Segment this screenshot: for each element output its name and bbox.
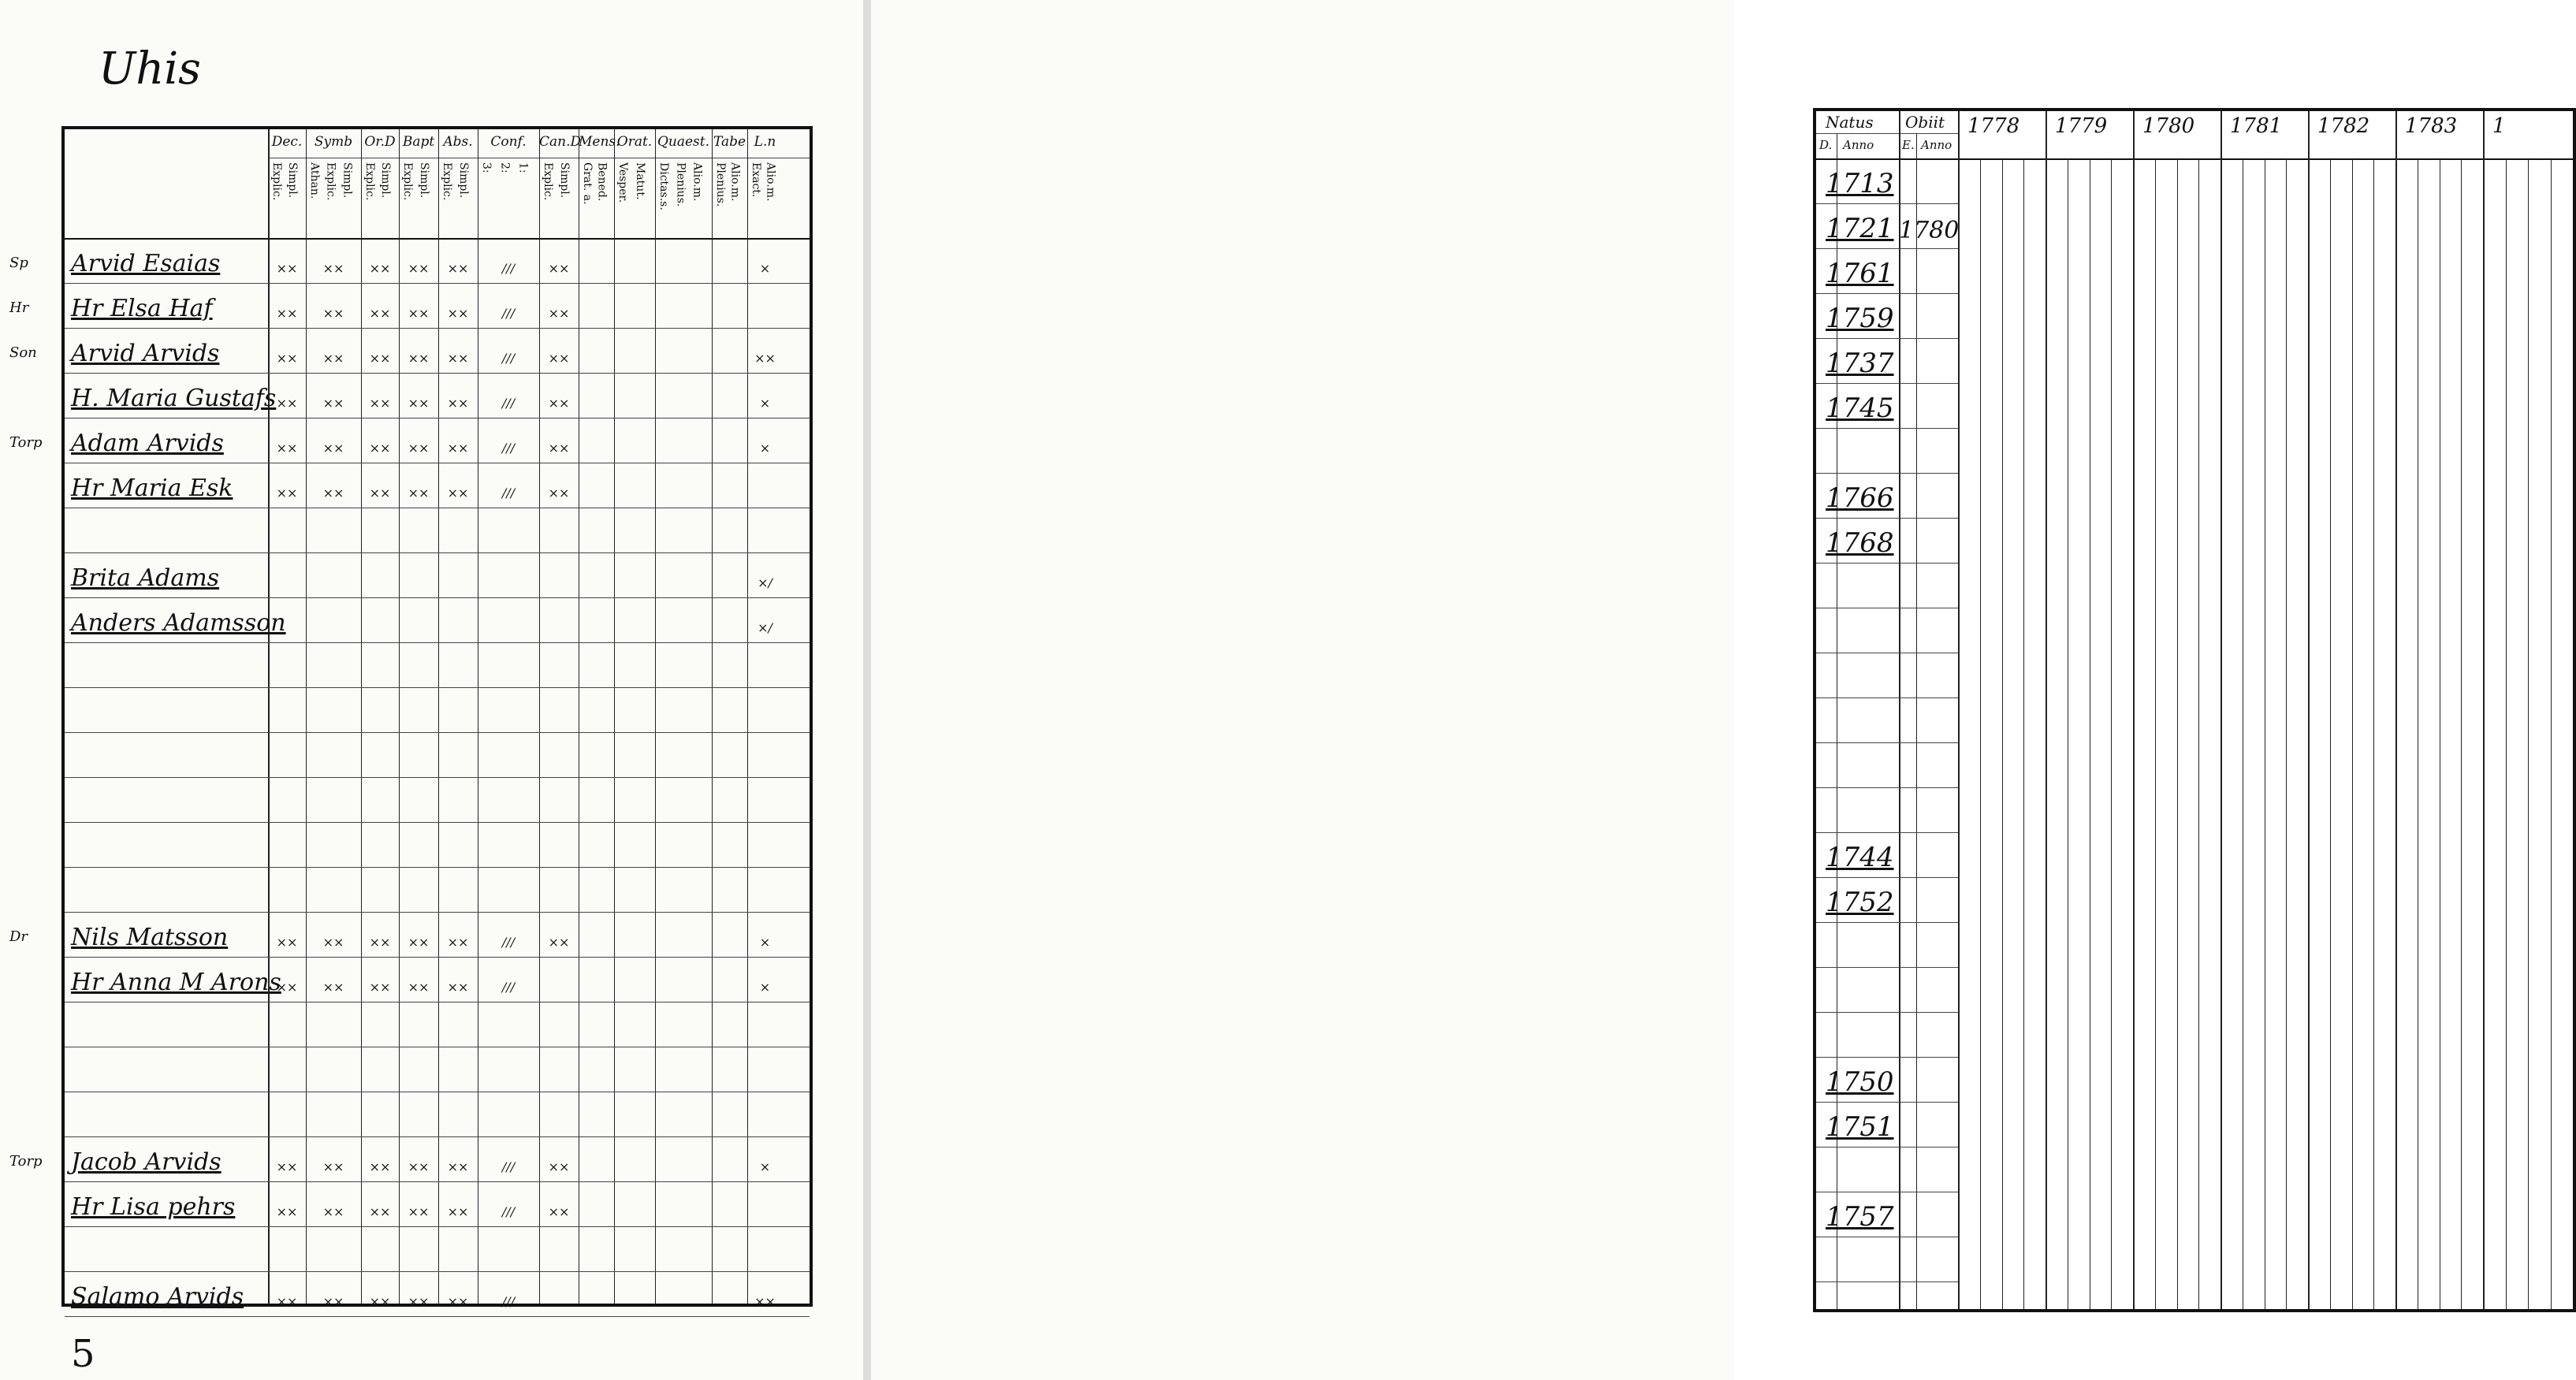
column-subheader: Explic. (401, 162, 414, 201)
year-column-header: 1778 (1967, 114, 2020, 138)
exam-mark: ×× (408, 1204, 430, 1219)
exam-mark: ×× (548, 1159, 570, 1174)
column-header: Orat. (616, 134, 653, 150)
row-rule (65, 957, 810, 958)
column-header: Dec. (271, 134, 303, 150)
obiit-sub-divider (1916, 133, 1917, 1309)
birth-year: 1752 (1826, 887, 1894, 918)
year-sub-divider (2506, 158, 2507, 1309)
entry-name: Adam Arvids (71, 430, 224, 457)
exam-mark: × (759, 935, 771, 950)
exam-mark: ×× (408, 306, 430, 321)
row-rule (65, 552, 810, 553)
row-rule (1816, 1281, 1958, 1282)
row-rule (1816, 383, 1958, 384)
exam-mark: ×× (276, 485, 298, 500)
column-header: Quaest. (657, 134, 710, 150)
exam-mark: ×× (447, 980, 469, 995)
exam-mark: ×× (548, 441, 570, 456)
entry-name: Nils Matsson (71, 924, 229, 951)
column-subheader: Vesper. (616, 162, 629, 203)
row-rule (1816, 742, 1958, 743)
birth-communion-table (1813, 108, 2576, 1312)
birth-year: 1745 (1826, 392, 1894, 424)
exam-mark: ×× (754, 351, 776, 366)
column-divider (747, 129, 748, 1304)
entry-role: Torp (9, 434, 43, 451)
exam-mark: ×× (276, 261, 298, 276)
birth-year: 1759 (1826, 303, 1894, 334)
year-sub-divider (2111, 158, 2112, 1309)
exam-mark: ×× (322, 261, 344, 276)
row-rule (1816, 338, 1958, 339)
exam-mark: ×× (369, 935, 391, 950)
exam-mark: ×× (276, 1204, 298, 1219)
entry-name: Hr Maria Esk (71, 474, 233, 502)
exam-mark: ×× (548, 396, 570, 411)
exam-mark: ×× (447, 351, 469, 366)
year-sub-divider (2330, 158, 2331, 1309)
exam-mark: ×× (447, 261, 469, 276)
column-subheader: 1: (516, 162, 530, 173)
row-rule (1816, 1102, 1958, 1103)
entry-name: Hr Lisa pehrs (71, 1193, 236, 1221)
exam-mark: ×× (408, 980, 430, 995)
exam-mark: ×/ (758, 620, 772, 635)
exam-mark: ×× (447, 935, 469, 950)
book-gutter (863, 0, 871, 1380)
column-subheader: Simpl. (418, 162, 430, 199)
header-divider (1816, 133, 1958, 134)
entry-role: Sp (9, 255, 28, 271)
birth-year: 1757 (1826, 1201, 1894, 1233)
exam-mark: ×× (322, 441, 344, 456)
row-rule (65, 1316, 810, 1317)
row-rule (1816, 1012, 1958, 1013)
year-column-header: 1783 (2405, 114, 2458, 138)
exam-mark: /// (501, 1204, 516, 1219)
row-rule (1816, 832, 1958, 833)
village-heading: Uhis (99, 43, 201, 95)
column-header: Or.D (364, 134, 396, 150)
entry-role: Son (9, 344, 37, 361)
column-header: Can.D (539, 134, 582, 150)
year-divider (2133, 111, 2135, 1309)
exam-mark: ×× (408, 351, 430, 366)
year-column-header: 1781 (2230, 114, 2283, 138)
exam-mark: /// (501, 1159, 516, 1174)
exam-mark: ×× (322, 935, 344, 950)
death-year: 1780 (1899, 217, 1960, 244)
row-rule (65, 642, 810, 643)
column-subheader: Dictas.s. (657, 162, 670, 210)
exam-mark: ×× (369, 1204, 391, 1219)
year-divider (2220, 111, 2222, 1309)
exam-mark: ×× (408, 261, 430, 276)
row-rule (65, 867, 810, 868)
year-sub-divider (2286, 158, 2287, 1309)
exam-mark: /// (501, 441, 516, 456)
exam-mark: /// (501, 261, 516, 276)
column-subheader: Explic. (324, 162, 337, 201)
column-subheader: Alio.m. (764, 162, 777, 202)
exam-mark: ×× (369, 1159, 391, 1174)
entry-name: Jacob Arvids (71, 1148, 221, 1176)
column-subheader: Matut. (634, 162, 646, 200)
exam-mark: ×× (447, 396, 469, 411)
entry-name: Hr Elsa Haf (71, 295, 213, 322)
year-divider (2046, 111, 2047, 1309)
column-subheader: Simpl. (379, 162, 392, 199)
exam-mark: ×× (276, 351, 298, 366)
column-subheader: Explic. (270, 162, 283, 201)
column-subheader: Alio.m. (728, 162, 742, 202)
exam-mark: ×× (322, 396, 344, 411)
column-divider (655, 129, 656, 1304)
row-rule (65, 687, 810, 688)
exam-mark: ×× (754, 1294, 776, 1309)
exam-mark: ×× (447, 441, 469, 456)
exam-mark: ×× (369, 1294, 391, 1309)
entry-role: Torp (9, 1153, 43, 1170)
exam-mark: ×× (408, 396, 430, 411)
year-sub-divider (2023, 158, 2024, 1309)
column-subheader: Simpl. (558, 162, 571, 199)
row-rule (65, 1136, 810, 1137)
birth-year: 1737 (1826, 348, 1894, 379)
row-rule (1816, 787, 1958, 788)
entry-name: Anders Adamsson (71, 609, 286, 637)
exam-mark: ×× (408, 441, 430, 456)
column-header: L.n (754, 134, 776, 150)
birth-year: 1750 (1826, 1066, 1894, 1098)
entry-name: Arvid Arvids (71, 340, 220, 367)
row-rule (65, 912, 810, 913)
exam-mark: ×× (276, 396, 298, 411)
exam-mark: ×× (408, 935, 430, 950)
year-sub-divider (2373, 158, 2374, 1309)
year-sub-divider (2177, 158, 2178, 1309)
exam-mark: ×× (322, 980, 344, 995)
exam-mark: ×× (548, 351, 570, 366)
entry-name: H. Maria Gustafs (71, 385, 277, 412)
exam-mark: ×× (276, 306, 298, 321)
row-rule (65, 283, 810, 284)
year-column-header: 1779 (2055, 114, 2108, 138)
entry-name: Brita Adams (71, 564, 220, 592)
exam-mark: ×× (369, 441, 391, 456)
exam-mark: ×× (408, 1159, 430, 1174)
catechism-examination-table (9, 126, 813, 1311)
exam-mark: /// (501, 396, 516, 411)
year-column-header: 1782 (2317, 114, 2370, 138)
exam-mark: ×× (369, 485, 391, 500)
exam-mark: ×/ (758, 575, 772, 590)
column-subheader: Grat. a. (581, 162, 594, 205)
exam-mark: × (759, 1159, 771, 1174)
exam-mark: ×× (322, 1159, 344, 1174)
entry-role: Dr (9, 928, 28, 945)
column-subheader: Bened. (595, 162, 609, 202)
column-subheader: Explic. (542, 162, 554, 201)
column-subheader: Exact. (750, 162, 762, 198)
page-number: 5 (71, 1332, 95, 1376)
exam-mark: /// (501, 935, 516, 950)
exam-mark: ×× (369, 980, 391, 995)
entry-role: Hr (9, 299, 29, 316)
entry-name: Arvid Esaias (71, 250, 221, 277)
row-rule (1816, 293, 1958, 294)
exam-mark: ×× (548, 261, 570, 276)
row-rule (1816, 563, 1958, 564)
exam-mark: ×× (369, 261, 391, 276)
row-rule (65, 1226, 810, 1227)
exam-mark: ×× (548, 306, 570, 321)
entry-name: Hr Anna M Arons (71, 969, 281, 996)
year-divider (2308, 111, 2310, 1309)
row-rule (1816, 1057, 1958, 1058)
natus-header: Natus (1826, 113, 1874, 132)
year-subheader: Anno (1921, 138, 1952, 152)
column-header: Conf. (490, 134, 527, 150)
row-rule (65, 1271, 810, 1272)
birth-year: 1744 (1826, 842, 1894, 873)
exam-mark: ×× (369, 351, 391, 366)
exam-mark: /// (501, 1294, 516, 1309)
column-subheader: Simpl. (341, 162, 354, 199)
row-rule (1816, 428, 1958, 429)
row-rule (1816, 967, 1958, 968)
row-rule (1816, 1147, 1958, 1148)
row-rule (1816, 922, 1958, 923)
row-rule (65, 732, 810, 733)
exam-mark: ×× (369, 396, 391, 411)
column-subheader: Alio.m. (691, 162, 704, 202)
column-header: Tabe (713, 134, 746, 150)
exam-mark: × (759, 980, 771, 995)
row-rule (1816, 473, 1958, 474)
column-divider (614, 129, 615, 1304)
birth-year: 1761 (1826, 258, 1894, 289)
year-column-header: 1780 (2142, 114, 2195, 138)
day-subheader: E. (1902, 138, 1915, 152)
year-sub-divider (2551, 158, 2552, 1309)
row-rule (65, 1181, 810, 1182)
exam-mark: /// (501, 980, 516, 995)
row-rule (65, 597, 810, 598)
exam-mark: × (759, 396, 771, 411)
row-rule (1816, 248, 1958, 249)
exam-mark: /// (501, 306, 516, 321)
entry-name: Salamo Arvids (71, 1283, 244, 1311)
exam-mark: × (759, 441, 771, 456)
row-rule (65, 777, 810, 778)
year-divider (2395, 111, 2397, 1309)
birth-year: 1751 (1826, 1111, 1894, 1143)
exam-mark: ×× (447, 1204, 469, 1219)
year-column-header: 1 (2492, 114, 2506, 138)
exam-mark: ×× (408, 1294, 430, 1309)
column-header: Abs. (443, 134, 473, 150)
column-header: Symb (314, 134, 353, 150)
year-sub-divider (2155, 158, 2156, 1309)
exam-mark: ×× (447, 306, 469, 321)
exam-mark: ×× (447, 1294, 469, 1309)
obiit-header: Obiit (1905, 113, 1945, 132)
header-bottom (1816, 158, 2573, 160)
exam-mark: ×× (369, 306, 391, 321)
exam-mark: /// (501, 351, 516, 366)
birth-year: 1768 (1826, 527, 1894, 559)
column-header: Mens. (579, 134, 620, 150)
exam-mark: ×× (322, 351, 344, 366)
exam-mark: × (759, 261, 771, 276)
birth-year: 1766 (1826, 482, 1894, 514)
column-subheader: Explic. (363, 162, 376, 201)
year-sub-divider (2528, 158, 2529, 1309)
exam-mark: ×× (322, 1294, 344, 1309)
exam-mark: ×× (408, 485, 430, 500)
row-rule (1816, 877, 1958, 878)
exam-mark: ×× (276, 935, 298, 950)
exam-mark: ×× (276, 980, 298, 995)
birth-year: 1713 (1826, 168, 1894, 199)
row-rule (65, 328, 810, 329)
left-register-page (0, 0, 865, 1380)
column-subheader: Athan. (308, 162, 321, 199)
year-sub-divider (2461, 158, 2462, 1309)
column-subheader: 3: (480, 162, 493, 173)
birth-year: 1721 (1826, 213, 1894, 244)
column-subheader: Explic. (441, 162, 453, 201)
year-subheader: Anno (1843, 138, 1874, 152)
row-rule (1816, 518, 1958, 519)
exam-mark: ×× (276, 1294, 298, 1309)
row-rule (65, 373, 810, 374)
year-sub-divider (2352, 158, 2353, 1309)
year-sub-divider (2002, 158, 2003, 1309)
column-header: Bapt (402, 134, 435, 150)
exam-mark: ×× (276, 1159, 298, 1174)
right-register-page (871, 0, 2506, 1380)
exam-mark: ×× (548, 935, 570, 950)
column-subheader: 2: (498, 162, 512, 173)
exam-mark: ×× (548, 485, 570, 500)
exam-mark: ×× (322, 306, 344, 321)
column-subheader: Simpl. (286, 162, 299, 199)
exam-mark: /// (501, 485, 516, 500)
column-subheader: Plenius. (674, 162, 687, 207)
exam-mark: ×× (447, 485, 469, 500)
year-divider (2483, 111, 2485, 1309)
natus-divider (1899, 111, 1900, 1309)
header-bottom (65, 238, 810, 240)
exam-mark: ×× (447, 1159, 469, 1174)
year-sub-divider (1980, 158, 1981, 1309)
exam-mark: ×× (548, 1204, 570, 1219)
row-rule (65, 822, 810, 823)
row-rule (1816, 203, 1958, 204)
day-subheader: D. (1819, 138, 1833, 152)
exam-mark: ×× (322, 485, 344, 500)
column-divider (712, 129, 713, 1304)
exam-mark: ×× (322, 1204, 344, 1219)
column-subheader: Plenius. (714, 162, 727, 207)
row-rule (1816, 697, 1958, 698)
exam-mark: ×× (276, 441, 298, 456)
year-sub-divider (2198, 158, 2199, 1309)
column-subheader: Simpl. (457, 162, 470, 199)
obiit-divider (1958, 111, 1960, 1309)
